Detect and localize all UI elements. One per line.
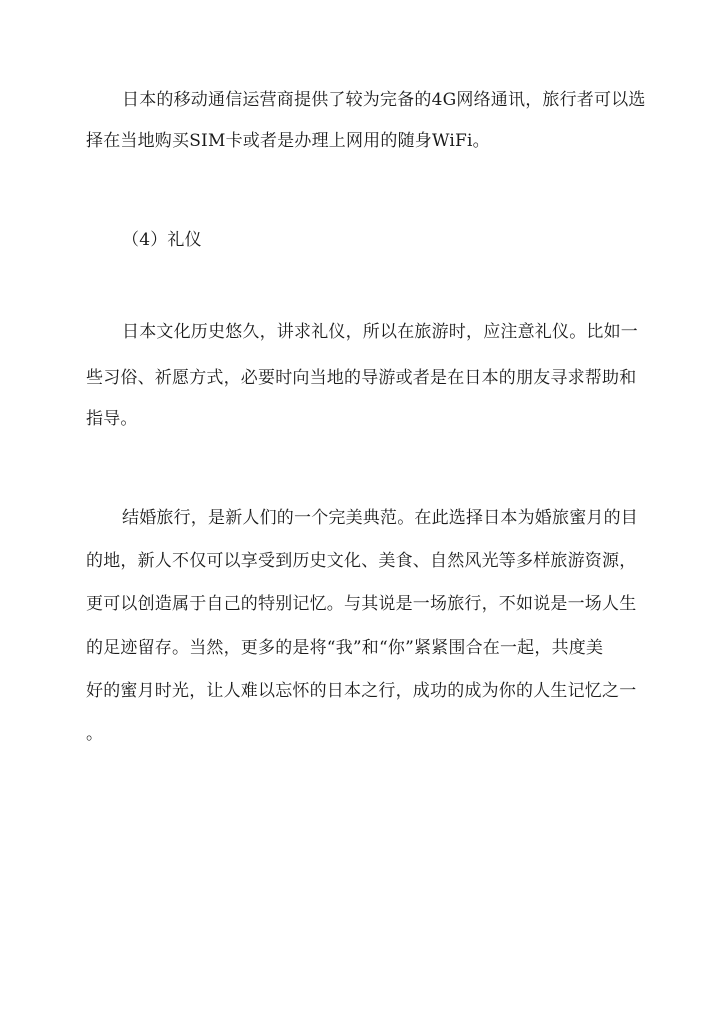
paragraph-line: 结婚旅行，是新人们的一个完美典范。在此选择日本为婚旅蜜月的目 <box>122 508 638 528</box>
paragraph-line: 。 <box>86 724 104 744</box>
paragraph-line: 日本的移动通信运营商提供了较为完备的4G网络通讯，旅行者可以选 <box>122 90 646 110</box>
paragraph-line: 些习俗、祈愿方式，必要时向当地的导游或者是在日本的朋友寻求帮助和 <box>86 368 637 388</box>
paragraph-line: 好的蜜月时光，让人难以忘怀的日本之行，成功的成为你的人生记忆之一 <box>86 681 637 701</box>
paragraph-line: 指导。 <box>86 409 138 429</box>
paragraph-line: 更可以创造属于自己的特别记忆。与其说是一场旅行，不如说是一场人生 <box>86 594 637 614</box>
paragraph-line: 的足迹留存。当然，更多的是将“我”和“你”紧紧围合在一起，共度美 <box>86 638 604 658</box>
paragraph-line: 择在当地购买SIM卡或者是办理上网用的随身WiFi。 <box>86 131 490 151</box>
section-heading: （4）礼仪 <box>122 230 202 250</box>
paragraph-line: 的地，新人不仅可以享受到历史文化、美食、自然风光等多样旅游资源， <box>86 551 637 571</box>
paragraph-line: 日本文化历史悠久，讲求礼仪，所以在旅游时，应注意礼仪。比如一 <box>122 322 638 342</box>
